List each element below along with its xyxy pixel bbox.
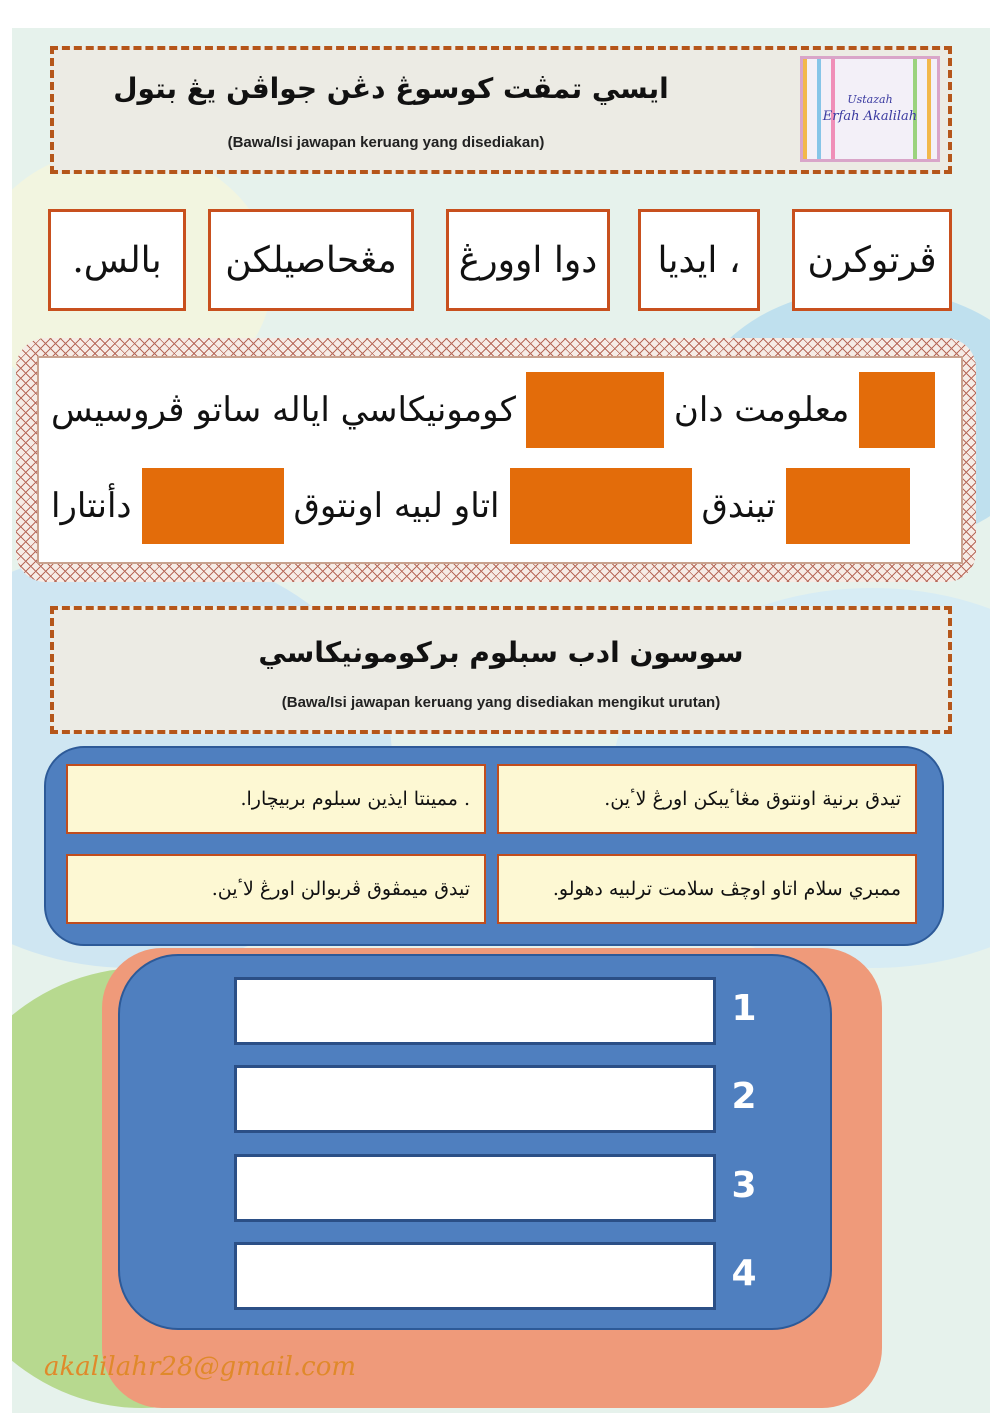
sentence-box — [37, 356, 963, 564]
sentence-row-1 — [39, 370, 961, 450]
section2-instruction: (Bawa/Isi jawapan keruang yang disediakan mengikut urutan) — [281, 694, 721, 711]
word-card[interactable]: دوا اوورڠ — [446, 209, 610, 311]
word-card[interactable]: مڠحاصيلكن — [208, 209, 414, 311]
word-card[interactable]: ، ايديا — [638, 209, 760, 311]
answer-number: 1 — [731, 988, 757, 1029]
sentence-text: دأنتارا — [51, 486, 132, 526]
section2-header — [50, 606, 952, 734]
word-card[interactable]: ڤرتوكرن — [792, 209, 952, 311]
option-card[interactable]: تيدق ميمڤوق ڤربوالن اورڠ لاٴين. — [66, 854, 486, 924]
option-card[interactable]: . ممينتا ايذين سبلوم بربيچارا. — [66, 764, 486, 834]
answer-slot-4[interactable] — [234, 1242, 716, 1310]
footer-email: akalilahr28@gmail.com — [44, 1352, 357, 1382]
logo-line2: Erfah Akalilah — [822, 109, 918, 124]
answer-slot-2[interactable] — [234, 1065, 716, 1133]
drop-zone[interactable] — [526, 372, 664, 448]
drop-zone[interactable] — [786, 468, 910, 544]
answer-slot-1[interactable] — [234, 977, 716, 1045]
drop-zone[interactable] — [510, 468, 692, 544]
answer-slot-3[interactable] — [234, 1154, 716, 1222]
answer-number: 2 — [731, 1076, 757, 1117]
logo-line1: Ustazah — [847, 93, 893, 106]
sentence-text: تيندق — [701, 486, 776, 526]
answer-number: 3 — [731, 1165, 757, 1206]
drop-zone[interactable] — [142, 468, 284, 544]
page-title: ايسي تمڤت كوسوڠ دڠن جواڤن يڠ بتول — [113, 72, 669, 105]
drop-zone[interactable] — [859, 372, 935, 448]
sentence-text: اتاو لبيه اونتوق — [293, 486, 500, 526]
instruction-text: (Bawa/Isi jawapan keruang yang disediakan) — [227, 134, 545, 151]
option-card[interactable]: تيدق برنية اونتوق مڠاٴيبكن اورڠ لاٴين. — [497, 764, 917, 834]
logo — [800, 56, 940, 162]
word-card[interactable]: بالس. — [48, 209, 186, 311]
sentence-text: معلومت دان — [673, 390, 850, 430]
sentence-text: كومونيكاسي اياله ساتو ڤروسيس — [51, 390, 516, 430]
answer-number: 4 — [731, 1253, 757, 1294]
option-card[interactable]: ممبري سلام اتاو اوچڤ سلامت ترلبيه دهولو. — [497, 854, 917, 924]
section2-title: سوسون ادب سبلوم بركومونيكاسي — [258, 636, 744, 669]
sentence-row-2 — [39, 466, 961, 546]
